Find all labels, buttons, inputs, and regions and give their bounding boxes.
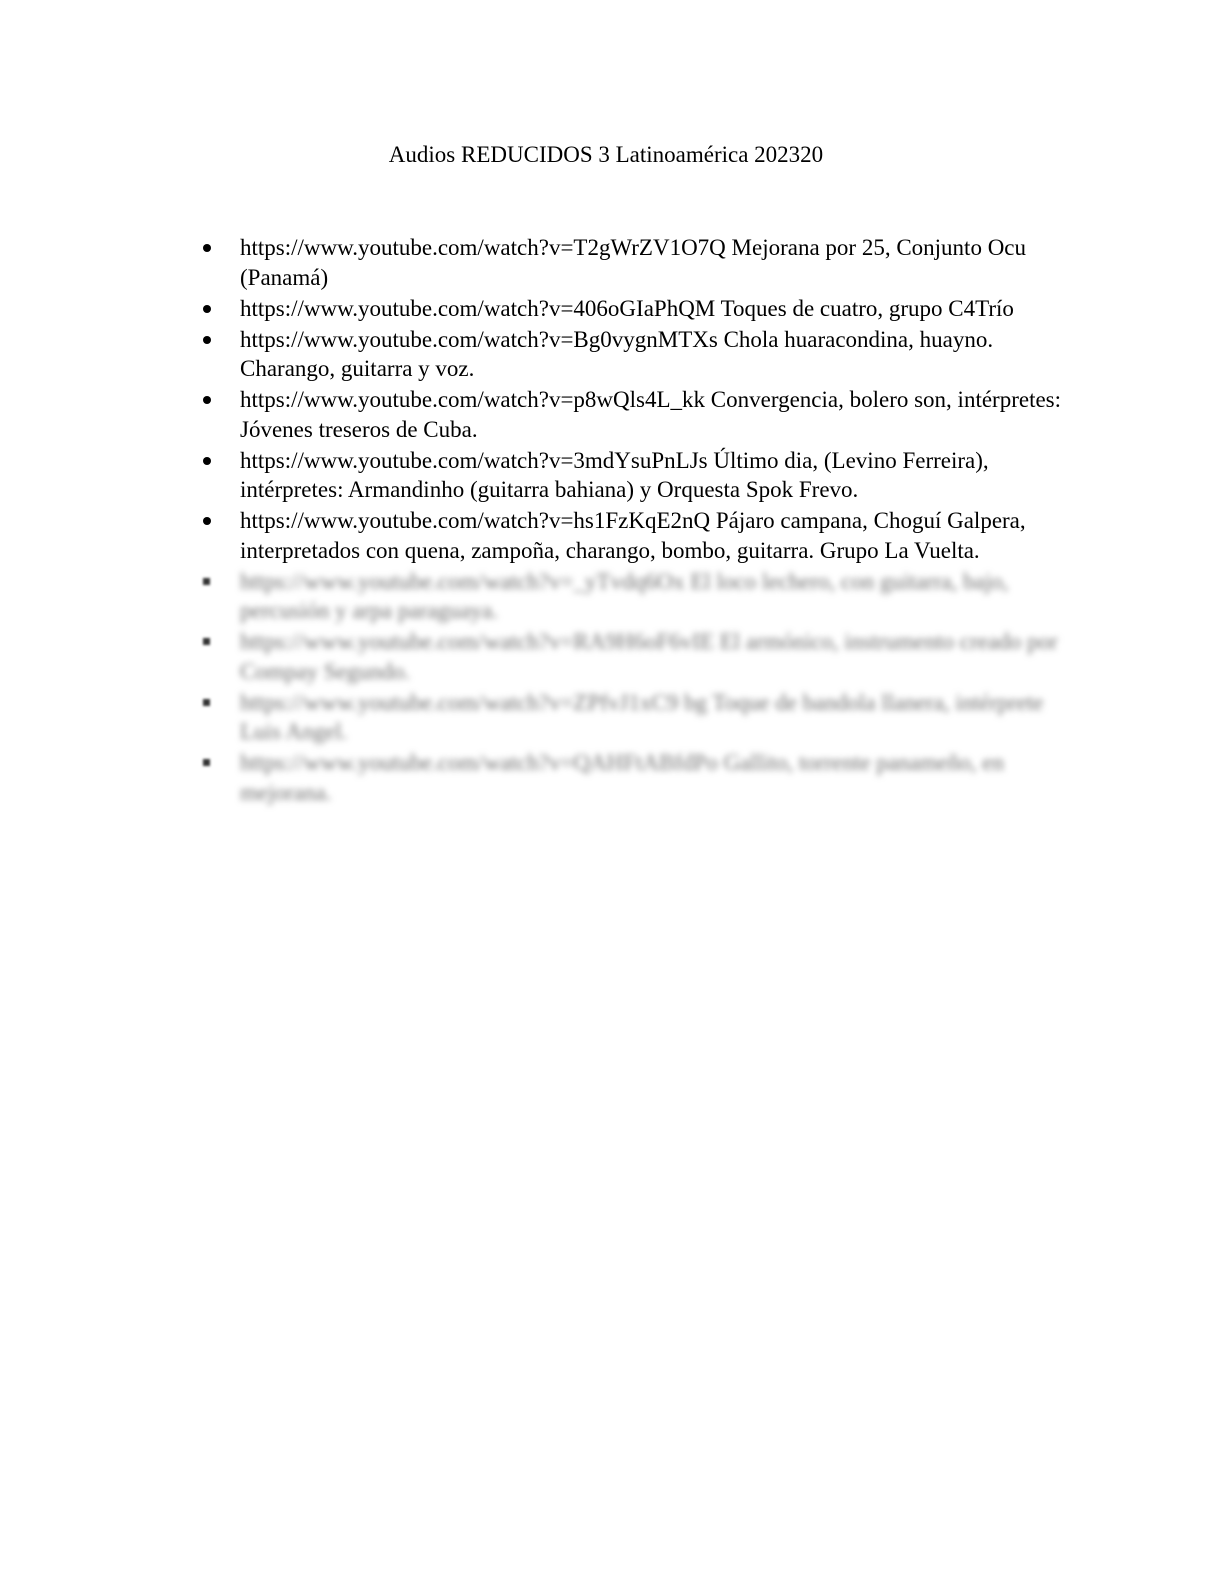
list-item <box>200 506 1080 565</box>
blurred-list-item-text: https://www.youtube.com/watch?v=ZPfvJ1xC9 bg Toque de bandola llanera, intérprete Luis Angel. <box>240 689 1044 744</box>
bullet-icon <box>203 396 211 404</box>
list-item-text[interactable]: https://www.youtube.com/watch?v=T2gWrZV1O7Q Mejorana por 25, Conjunto Ocu (Panamá) <box>240 235 1027 290</box>
list-item <box>200 385 1080 444</box>
square-bullet-icon <box>203 759 210 766</box>
blurred-list-item-text: https://www.youtube.com/watch?v=_yTvdq6Ox El loco lechero, con guitarra, bajo, percusión y arpa paraguaya. <box>240 568 1009 623</box>
document-title: Audios REDUCIDOS 3 Latinoamérica 202320 <box>388 142 824 167</box>
list-item <box>200 325 1080 384</box>
bullet-icon <box>203 244 211 252</box>
blurred-list-item-text: https://www.youtube.com/watch?v=QAHFtABfdPo Gallito, torrente panameño, en mejorana. <box>240 750 1004 805</box>
list-item <box>200 294 1080 324</box>
blurred-list-item <box>200 688 1080 747</box>
list-item-text[interactable]: https://www.youtube.com/watch?v=406oGIaPhQM Toques de cuatro, grupo C4Trío <box>240 295 1014 321</box>
blurred-list-item <box>200 627 1080 686</box>
square-bullet-icon <box>203 699 210 706</box>
blurred-list-item <box>200 748 1080 807</box>
square-bullet-icon <box>203 638 210 645</box>
list-item-text[interactable]: https://www.youtube.com/watch?v=3mdYsuPnLJs Último dia, (Levino Ferreira), intérpretes: Armandinho (guitarra bahiana) y Orquesta Spok Frevo. <box>240 447 989 502</box>
blurred-list-item <box>200 567 1080 626</box>
blurred-list-item-text: https://www.youtube.com/watch?v=RA9H6oF6vIE El armónico, instrumento creado por Compay Segundo. <box>240 629 1058 684</box>
audio-link-list <box>200 233 1080 809</box>
bullet-icon <box>203 517 211 525</box>
bullet-icon <box>203 457 211 465</box>
list-item <box>200 233 1080 292</box>
list-item <box>200 446 1080 505</box>
square-bullet-icon <box>203 578 210 585</box>
list-item-text[interactable]: https://www.youtube.com/watch?v=hs1FzKqE2nQ Pájaro campana, Choguí Galpera, interpretados con quena, zampoña, charango, bombo, guitarra. Grupo La Vuelta. <box>240 508 1026 563</box>
bullet-icon <box>203 305 211 313</box>
list-item-text[interactable]: https://www.youtube.com/watch?v=p8wQls4L_kk Convergencia, bolero son, intérpretes: Jóvenes treseros de Cuba. <box>240 387 1062 442</box>
bullet-icon <box>203 336 211 344</box>
list-item-text[interactable]: https://www.youtube.com/watch?v=Bg0vygnMTXs Chola huaracondina, huayno. Charango, guitarra y voz. <box>240 326 994 381</box>
